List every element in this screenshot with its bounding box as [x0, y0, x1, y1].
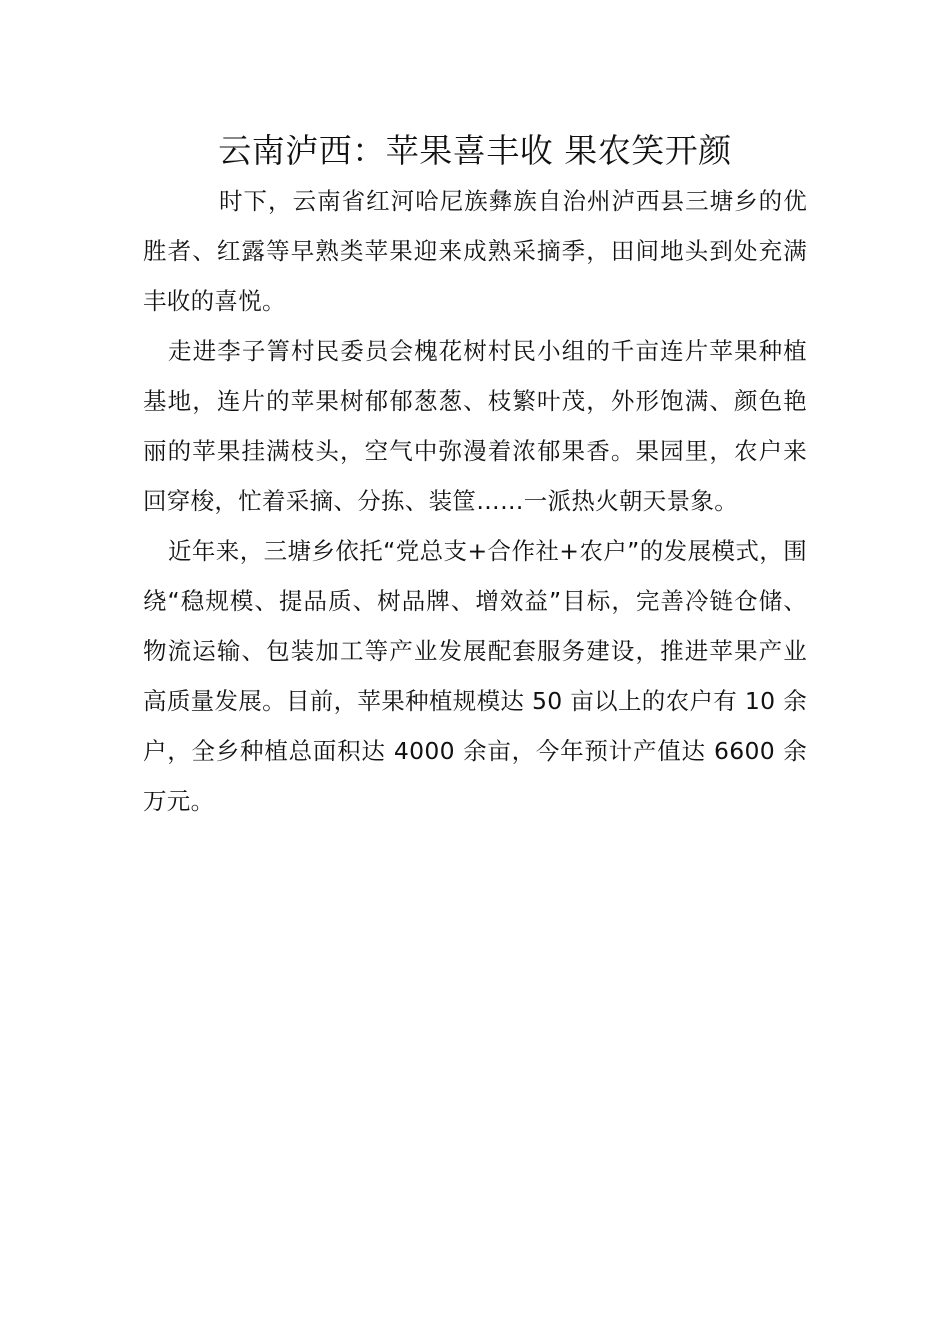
- paragraph-orchard-scene: 走进李子箐村民委员会槐花树村民小组的千亩连片苹果种植基地，连片的苹果树郁郁葱葱、枝繁叶茂，外形饱满、颜色艳丽的苹果挂满枝头，空气中弥漫着浓郁果香。果园里，农户来回穿梭，忙着采摘、分拣、装筐……一派热火朝天景象。: [143, 337, 807, 515]
- article-body: [143, 176, 807, 826]
- article-title: 云南泸西：苹果喜丰收 果农笑开颜: [218, 131, 732, 170]
- paragraph-harvest-season: 时下，云南省红河哈尼族彝族自治州泸西县三塘乡的优胜者、红露等早熟类苹果迎来成熟采摘季，田间地头到处充满丰收的喜悦。: [143, 187, 807, 315]
- paragraph-industry-development: 近年来，三塘乡依托“党总支+合作社+农户”的发展模式，围绕“稳规模、提品质、树品牌、增效益”目标，完善冷链仓储、物流运输、包装加工等产业发展配套服务建设，推进苹果产业高质量发展。目前，苹果种植规模达 50 亩以上的农户有 10 余户，全乡种植总面积达 4000 余亩，今年预计产值达 6600 余万元。: [143, 537, 807, 815]
